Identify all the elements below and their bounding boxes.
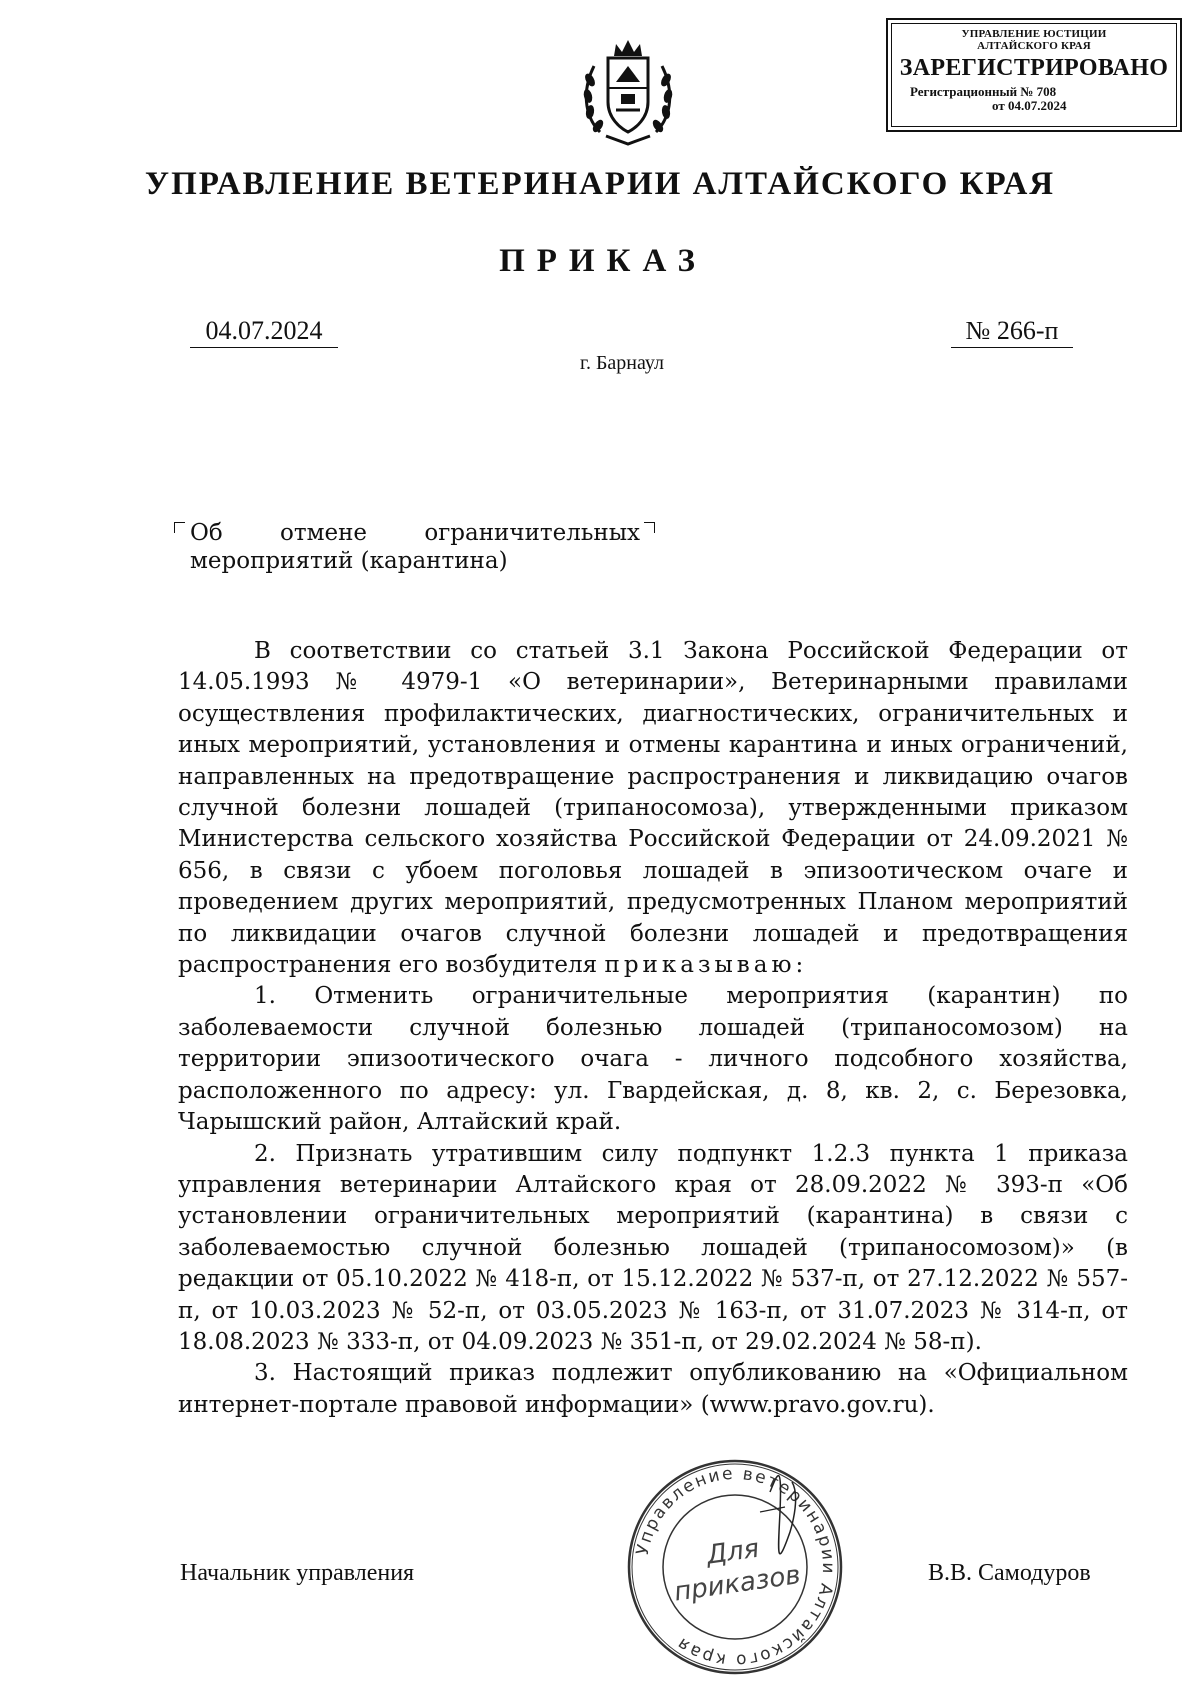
preamble-colon: : bbox=[795, 952, 804, 979]
subject-word: Об bbox=[190, 520, 223, 546]
order-date: 04.07.2024 bbox=[190, 316, 338, 348]
subject-line1 bbox=[190, 520, 640, 548]
seal-center-line1: Для bbox=[704, 1533, 762, 1571]
stamp-authority-line1: УПРАВЛЕНИЕ ЮСТИЦИИ bbox=[961, 28, 1107, 40]
official-seal-icon bbox=[620, 1452, 850, 1682]
stamp-authority-line2: АЛТАЙСКОГО КРАЯ bbox=[977, 39, 1091, 52]
seal-center-line2: приказов bbox=[672, 1560, 803, 1608]
subject-bracket-left bbox=[174, 522, 185, 533]
stamp-reg-date: от 04.07.2024 bbox=[992, 97, 1067, 113]
order-word: приказываю bbox=[604, 952, 796, 979]
registration-stamp bbox=[886, 18, 1182, 132]
stamp-status: ЗАРЕГИСТРИРОВАНО bbox=[899, 55, 1169, 82]
organization-title: УПРАВЛЕНИЕ ВЕТЕРИНАРИИ АЛТАЙСКОГО КРАЯ bbox=[144, 166, 1056, 202]
subject-bracket-right bbox=[644, 522, 655, 533]
city: г. Барнаул bbox=[580, 352, 664, 374]
subject-word: отмене bbox=[280, 520, 368, 546]
preamble-paragraph bbox=[178, 636, 1128, 981]
order-item-1: 1. Отменить ограничительные мероприятия (карантин) по заболеваемости случной болезнью лошадей (трипаносомозом) на территории эпизоотического очага - личного подсобного хозяйства, расположенного по адресу: ул. Гвардейская, д. 8, кв. 2, с. Березовка, Чарышский район, Алтайский край. bbox=[178, 983, 1128, 1136]
order-body bbox=[178, 636, 1128, 1421]
order-subject bbox=[190, 520, 660, 575]
subject-word: ограничительных bbox=[424, 520, 640, 546]
subject-line2: мероприятий (карантина) bbox=[190, 547, 508, 574]
stamp-reg-number: Регистрационный № 708 bbox=[910, 84, 1057, 100]
preamble-text: В соответствии со статьей 3.1 Закона Российской Федерации от 14.05.1993 № 4979-1 «О ветеринарии», Ветеринарными правилами осуществления профилактических, диагностических, ограничительных и иных мероприятий, установления и отмены карантина и иных ограничений, направленных на предотвращение распространения и ликвидацию очагов случной болезни лошадей (трипаносомоза), утвержденными приказом Министерства сельского хозяйства Российской Федерации от 24.09.2021 № 656, в связи с убоем поголовья лошадей в эпизоотическом очаге и проведением других мероприятий, предусмотренных Планом мероприятий по ликвидации очагов случной болезни лошадей и предотвращения распространения его возбудителя bbox=[178, 638, 1128, 979]
document-type: ПРИКАЗ bbox=[499, 243, 707, 279]
signatory-position: Начальник управления bbox=[180, 1560, 415, 1586]
order-item-3: 3. Настоящий приказ подлежит опубликованию на «Официальном интернет-портале правовой информации» (www.pravo.gov.ru). bbox=[178, 1360, 1128, 1418]
registration-stamp-inner bbox=[891, 23, 1177, 127]
order-item-2: 2. Признать утратившим силу подпункт 1.2.3 пункта 1 приказа управления ветеринарии Алтайского края от 28.09.2022 № 393-п «Об установлении ограничительных мероприятий (карантина) в связи с заболеваемостью случной болезнью лошадей (трипаносомозом)» (в редакции от 05.10.2022 № 418-п, от 15.12.2022 № 537-п, от 27.12.2022 № 557-п, от 10.03.2023 № 52-п, от 03.05.2023 № 163-п, от 31.07.2023 № 314-п, от 18.08.2023 № 333-п, от 04.09.2023 № 351-п, от 29.02.2024 № 58-п). bbox=[178, 1140, 1128, 1355]
order-number: № 266-п bbox=[951, 316, 1073, 348]
coat-of-arms-icon bbox=[580, 36, 676, 148]
seal-ring-text: Управление ветеринарии Алтайского края bbox=[632, 1463, 839, 1671]
signatory-name: В.В. Самодуров bbox=[928, 1560, 1091, 1586]
